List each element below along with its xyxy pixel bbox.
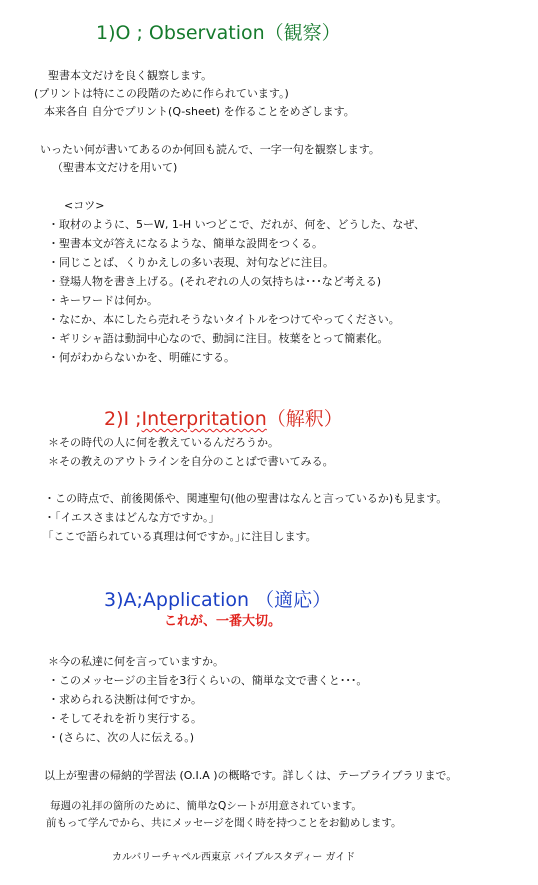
section2-note-line: ・｢イエスさまはどんな方ですか。｣ [44, 511, 215, 524]
section1-intro-line: 本来各自 自分でプリント(Q-sheet) を作ることをめざします。 [44, 105, 355, 118]
section2-note-line: ・この時点で、前後関係や、関連聖句(他の聖書はなんと言っているか)も見ます。 [44, 492, 448, 505]
section2-heading [104, 404, 343, 431]
note-line: 前もって学んでから、共にメッセージを聞く時を持つことをお勧めします。 [46, 817, 402, 829]
tip-item: ・キーワードは何か。 [48, 294, 158, 307]
section3-subheading: これが、一番大切。 [164, 614, 282, 629]
section3-line: ・このメッセージの主旨を3行くらいの、簡単な文で書くと･･･。 [48, 674, 368, 687]
tips-title: <コツ> [64, 199, 105, 212]
section2-note-line: ｢ここで語られている真理は何ですか。｣に注目します。 [48, 530, 317, 543]
section3-line: ・求められる決断は何ですか。 [48, 693, 202, 706]
section1-intro-line: 聖書本文だけを良く観察します。 [48, 69, 213, 82]
section3-line: ＊今の私達に何を言っていますか。 [48, 655, 224, 668]
section2-line: ＊その教えのアウトラインを自分のことばで書いてみる。 [48, 455, 334, 468]
section2-heading-suffix: （解釈） [266, 408, 343, 430]
section1-paragraph-line: いったい何が書いてあるのか何回も読んで、一字一句を観察します。 [40, 143, 380, 156]
section1-intro-line: (プリントは特にこの段階のために作られています。) [34, 87, 289, 100]
tip-item: ・登場人物を書き上げる。(それぞれの人の気持ちは･･･など考える) [48, 275, 382, 288]
section1-heading: 1)O ; Observation（観察） [96, 22, 341, 44]
section2-heading-word: Interpritation [141, 408, 267, 430]
section2-heading-prefix: 2)I ; [104, 408, 142, 430]
footer-text: カルバリーチャペル西東京 バイブルスタディー ガイド [112, 852, 356, 863]
tip-item: ・ギリシャ語は動詞中心なので、動詞に注目。枝葉をとって簡素化。 [48, 332, 389, 345]
note-line: 毎週の礼拝の箇所のために、簡単なQシートが用意されています。 [50, 800, 362, 812]
section2-line: ＊その時代の人に何を教えているんだろうか。 [48, 436, 279, 449]
tip-item: ・取材のように、5ーW, 1-H いつどこで、だれが、何を、どうした、なぜ、 [48, 218, 426, 231]
section3-heading: 3)A;Application （適応） [104, 589, 332, 611]
summary-text: 以上が聖書の帰納的学習法 (O.I.A )の概略です。詳しくは、テープライブラリまで。 [44, 769, 458, 782]
tip-item: ・聖書本文が答えになるような、簡単な設問をつくる。 [48, 237, 323, 250]
section3-line: ・(さらに、次の人に伝える。) [48, 731, 195, 744]
tip-item: ・なにか、本にしたら売れそうないタイトルをつけてやってください。 [48, 313, 400, 326]
section1-paragraph-line: （聖書本文だけを用いて) [52, 161, 178, 174]
tip-item: ・何がわからないかを、明確にする。 [48, 351, 235, 364]
section3-line: ・そしてそれを祈り実行する。 [48, 712, 202, 725]
tip-item: ・同じことば、くりかえしの多い表現、対句などに注目。 [48, 256, 334, 269]
